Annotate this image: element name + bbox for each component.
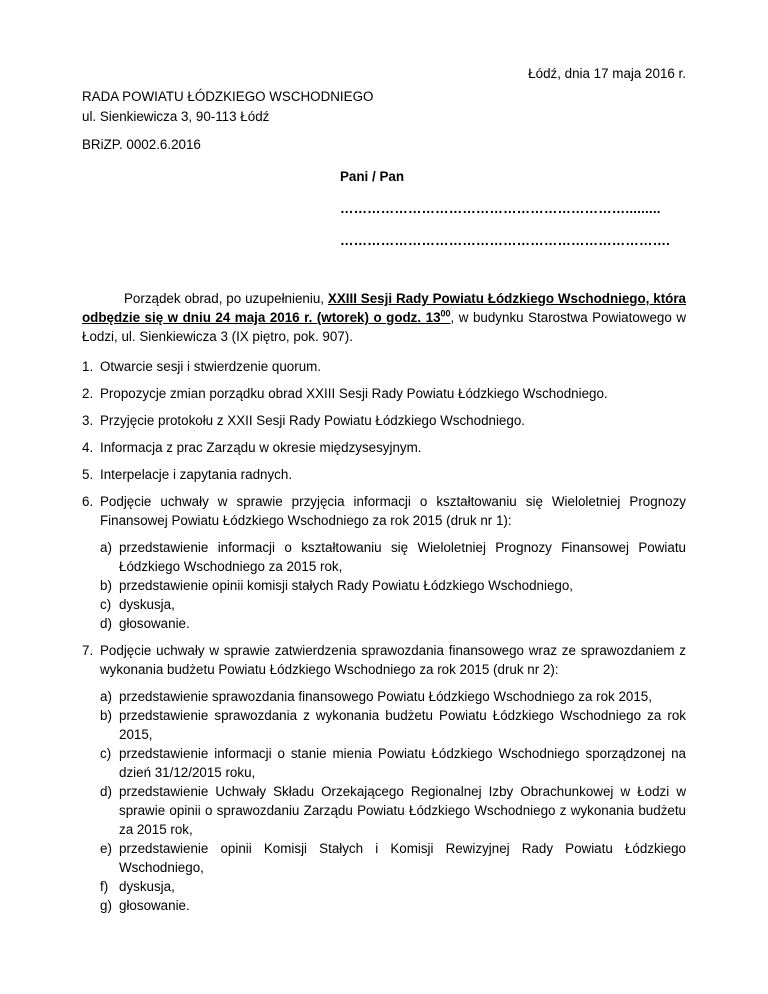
agenda-subitem: [100, 576, 686, 595]
agenda-item-text: Podjęcie uchwały w sprawie zatwierdzenia sprawozdania finansowego wraz ze sprawozdaniem z wykonania budżetu Powiatu Łódzkiego Wschodniego za rok 2015 (druk nr 2):: [100, 643, 686, 677]
subitem-letter: b): [100, 708, 112, 723]
subitem-text: przedstawienie sprawozdania finansowego Powiatu Łódzkiego Wschodniego za rok 2015,: [119, 689, 652, 704]
agenda-item: [82, 384, 686, 403]
agenda-subitem: [100, 538, 686, 576]
subitem-letter: e): [100, 841, 112, 856]
intro-paragraph: [82, 289, 686, 346]
subitem-letter: g): [100, 898, 112, 913]
agenda-item-text: Informacja z prac Zarządu w okresie międzysesyjnym.: [100, 440, 422, 455]
session-title-text: XXIII Sesji Rady Powiatu Łódzkiego Wschodniego, która odbędzie się w dniu 24 maja 2016 r. (wtorek) o godz. 13: [82, 291, 687, 325]
agenda-item: [82, 411, 686, 430]
addressee-block: [340, 169, 670, 248]
organization-name: RADA POWIATU ŁÓDZKIEGO WSCHODNIEGO: [82, 89, 374, 104]
agenda-item-number: 3.: [82, 413, 94, 428]
subitem-text: przedstawienie opinii komisji stałych Rady Powiatu Łódzkiego Wschodniego,: [119, 578, 574, 593]
subitem-text: przedstawienie opinii Komisji Stałych i Komisji Rewizyjnej Rady Powiatu Łódzkiego Wschodniego,: [119, 841, 686, 875]
agenda-list: [82, 357, 686, 923]
agenda-item-text: Podjęcie uchwały w sprawie przyjęcia informacji o kształtowaniu się Wieloletniej Prognozy Finansowej Powiatu Łódzkiego Wschodniego za rok 2015 (druk nr 1):: [100, 494, 686, 528]
subitem-text: przedstawienie informacji o kształtowaniu się Wieloletniej Prognozy Finansowej Powiatu Łódzkiego Wschodniego za 2015 rok,: [119, 540, 686, 574]
agenda-item-text: Przyjęcie protokołu z XXII Sesji Rady Powiatu Łódzkiego Wschodniego.: [100, 413, 525, 428]
subitem-letter: d): [100, 616, 112, 631]
agenda-subitem: [100, 687, 686, 706]
agenda-item: [82, 465, 686, 484]
agenda-item-number: 4.: [82, 440, 94, 455]
addressee-salutation: Pani / Pan: [340, 169, 404, 184]
agenda-item: [82, 438, 686, 457]
agenda-item-number: 7.: [82, 643, 94, 658]
subitem-text: przedstawienie sprawozdania z wykonania budżetu Powiatu Łódzkiego Wschodniego za rok 2015,: [119, 708, 686, 742]
agenda-item-text: Otwarcie sesji i stwierdzenie quorum.: [100, 359, 322, 374]
subitem-letter: a): [100, 689, 112, 704]
agenda-subitem: [100, 614, 686, 633]
agenda-item: [82, 492, 686, 633]
document-date: Łódź, dnia 17 maja 2016 r.: [528, 66, 686, 81]
agenda-subitem: [100, 706, 686, 744]
subitem-letter: d): [100, 784, 112, 799]
subitem-letter: c): [100, 746, 112, 761]
intro-text-before: Porządek obrad, po uzupełnieniu,: [124, 291, 328, 306]
subitem-letter: f): [100, 879, 109, 894]
agenda-item-number: 2.: [82, 386, 94, 401]
agenda-item-number: 5.: [82, 467, 94, 482]
intro-text-after: , w budynku Starostwa Powiatowego w Łodzi, ul. Sienkiewicza 3 (IX piętro, pok. 907).: [82, 310, 686, 344]
subitem-text: głosowanie.: [119, 616, 190, 631]
agenda-item: [82, 357, 686, 376]
agenda-subitem: [100, 896, 686, 915]
subitem-letter: a): [100, 540, 112, 555]
subitem-letter: b): [100, 578, 112, 593]
subitem-text: dyskusja,: [119, 597, 175, 612]
agenda-subitems: [100, 687, 686, 915]
addressee-line-2: ……………………………………………………………….: [340, 233, 671, 248]
sender-block: [82, 87, 373, 127]
agenda-item-text: Interpelacje i zapytania radnych.: [100, 467, 293, 482]
agenda-subitem: [100, 877, 686, 896]
agenda-item-number: 6.: [82, 494, 94, 509]
agenda-subitem: [100, 839, 686, 877]
agenda-subitems: [100, 538, 686, 633]
subitem-text: przedstawienie informacji o stanie mienia Powiatu Łódzkiego Wschodniego sporządzonej na dzień 31/12/2015 roku,: [119, 746, 686, 780]
agenda-subitem: [100, 744, 686, 782]
addressee-line-1: ……………………………………………………….........: [340, 201, 661, 216]
time-minutes: 00: [440, 308, 451, 319]
subitem-text: przedstawienie Uchwały Składu Orzekającego Regionalnej Izby Obrachunkowej w Łodzi w sprawie opinii o sprawozdaniu Zarządu Powiatu Łódzkiego Wschodniego z wykonania budżetu za 2015 rok,: [119, 784, 686, 837]
subitem-letter: c): [100, 597, 112, 612]
subitem-text: głosowanie.: [119, 898, 190, 913]
agenda-item: [82, 641, 686, 915]
agenda-subitem: [100, 782, 686, 839]
agenda-item-number: 1.: [82, 359, 94, 374]
agenda-item-text: Propozycje zmian porządku obrad XXIII Sesji Rady Powiatu Łódzkiego Wschodniego.: [100, 386, 608, 401]
organization-address: ul. Sienkiewicza 3, 90-113 Łódź: [82, 109, 270, 124]
agenda-subitem: [100, 595, 686, 614]
reference-number: BRiZP. 0002.6.2016: [82, 137, 201, 152]
subitem-text: dyskusja,: [119, 879, 175, 894]
